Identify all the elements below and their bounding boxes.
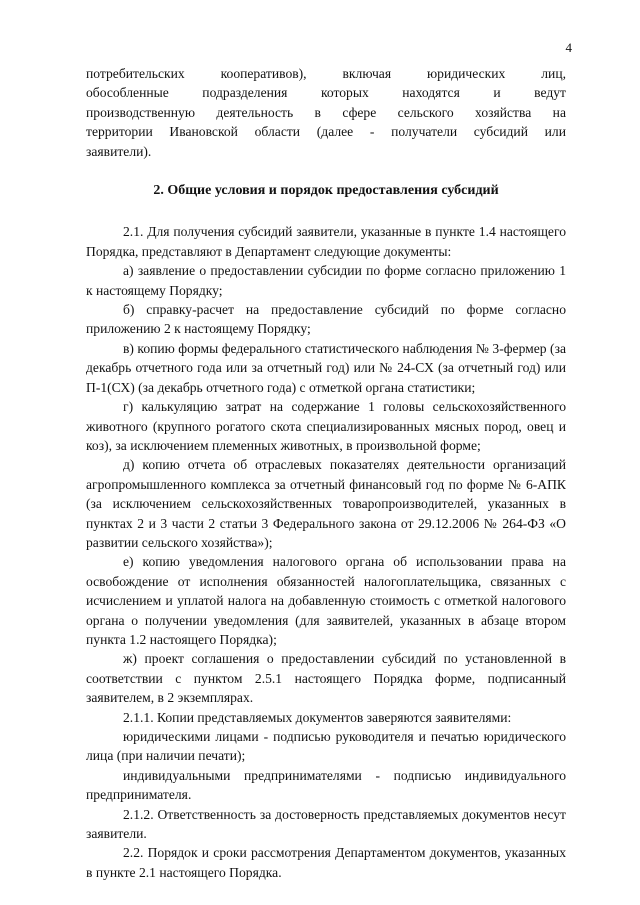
text-line: производственную деятельность в сфере сельского хозяйства на — [86, 104, 566, 120]
text-line: обособленные подразделения которых находятся и ведут — [86, 85, 566, 101]
paragraph-item-a: а) заявление о предоставлении субсидии по форме согласно приложению 1 к настоящему Порядку; — [86, 263, 566, 298]
section-heading: 2. Общие условия и порядок предоставления субсидий — [153, 183, 499, 199]
text-line: территории Ивановской области (далее - получатели субсидий или — [86, 124, 566, 140]
paragraph-item-b: б) справку-расчет на предоставление субсидий по форме согласно приложению 2 к настоящему Порядку; — [86, 302, 566, 337]
paragraph-entrepreneurs: индивидуальными предпринимателями - подписью индивидуального предпринимателя. — [86, 767, 566, 803]
text-line: заявители). — [86, 143, 152, 159]
text-line: потребительских кооперативов), включая юридических лиц, — [86, 66, 566, 81]
paragraph-item-d: д) копию отчета об отраслевых показателях деятельности организаций агропромышленного комплекса за отчетный финансовый год по форме № 6-АПК (за исключением сельскохозяйственных товаропроизводителей, указанных в пунктах 2 и 3 части 2 статьи 3 Федерального закона от 29.12.2006 № 264-ФЗ «О развитии сельского хозяйства»); — [86, 457, 566, 550]
paragraph-item-e: е) копию уведомления налогового органа об использовании права на освобождение от исполнения обязанностей налогоплательщика, связанных с исчислением и уплатой налога на добавленную стоимость с отметкой налогового органа о получении уведомления (для заявителей, указанных в абзаце втором пункта 1.2 настоящего Порядка); — [86, 554, 566, 647]
document-body — [86, 64, 566, 882]
paragraph-2-2: 2.2. Порядок и сроки рассмотрения Департаментом документов, указанных в пункте 2.1 настоящего Порядка. — [86, 845, 566, 880]
page-number: 4 — [565, 40, 572, 55]
paragraph-item-zh: ж) проект соглашения о предоставлении субсидий по установленной в соответствии с пунктом 2.5.1 настоящего Порядка форме, подписанный заявителем, в 2 экземплярах. — [86, 651, 566, 706]
paragraph-legal-entities: юридическими лицами - подписью руководителя и печатью юридического лица (при наличии печати); — [86, 729, 566, 764]
paragraph-item-g: г) калькуляцию затрат на содержание 1 головы сельскохозяйственного животного (крупного рогатого скота специализированных мясных пород, овец и коз), за исключением племенных животных, в произвольной форме; — [86, 399, 566, 453]
continuation-paragraph — [86, 64, 566, 161]
paragraph-2-1: 2.1. Для получения субсидий заявители, указанные в пункте 1.4 настоящего Порядка, представляют в Департамент следующие документы: — [86, 224, 566, 259]
paragraph-2-1-2: 2.1.2. Ответственность за достоверность представляемых документов несут заявители. — [86, 806, 566, 842]
paragraph-2-1-1: 2.1.1. Копии представляемых документов заверяются заявителями: — [123, 709, 512, 725]
paragraph-item-v: в) копию формы федерального статистического наблюдения № 3-фермер (за декабрь отчетного года или за отчетный год) или № 24-СХ (за отчетный год) или П-1(СХ) (за декабрь отчетного года) с отметкой органа статистики; — [86, 340, 566, 395]
